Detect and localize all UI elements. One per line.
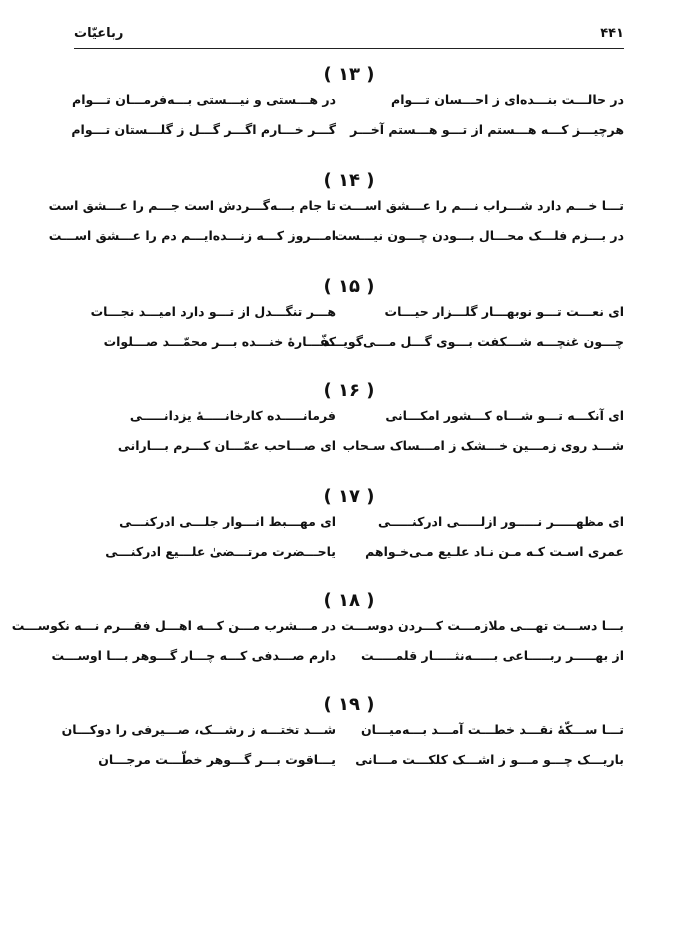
first-hemistich: باریـــک چـــو مـــو ز اشـــک کلکـــت مـــانی xyxy=(355,752,624,767)
verse-line xyxy=(48,192,624,222)
quatrain-18 xyxy=(11,590,624,672)
second-hemistich: دارم صـــدفی کـــه چـــار گـــوهر بـــا اوســـت xyxy=(51,648,336,663)
quatrain-number: ( ۱۹ ) xyxy=(323,694,375,715)
second-hemistich: در هـــستی و نیـــستی بـــه‌فرمـــان تـــوام xyxy=(72,92,336,107)
quatrain-15 xyxy=(74,276,624,358)
quatrain-16 xyxy=(74,380,624,462)
second-hemistich: کفّـــارهٔ خنـــده بـــر محمّـــد صـــلوات xyxy=(103,334,336,349)
quatrain-number: ( ۱۴ ) xyxy=(323,170,375,191)
second-hemistich: شـــد تختـــه ز رشـــک، صـــیرفی را دوکـــان xyxy=(61,722,336,737)
running-title: رباعیّات xyxy=(74,26,124,41)
second-hemistich: یـــاقوت بـــر گـــوهر خطّـــت مرجـــان xyxy=(98,752,336,767)
quatrain-number: ( ۱۷ ) xyxy=(323,486,375,507)
first-hemistich: در حالـــت بنـــده‌ای ز احـــسان تـــوام xyxy=(391,92,624,107)
second-hemistich: ای صـــاحب عمّـــان کـــرم بـــارانی xyxy=(117,438,336,453)
verse-line xyxy=(74,746,624,776)
page-number: ۴۴۱ xyxy=(600,26,624,41)
first-hemistich: تـــا خـــم دارد شـــراب نـــم را عـــشق اســـت xyxy=(338,198,624,213)
second-hemistich: تا جام بـــه‌گـــردش است جـــم را عـــشق است xyxy=(48,198,336,213)
verse-line xyxy=(74,328,624,358)
quatrain-number: ( ۱۳ ) xyxy=(323,64,375,85)
first-hemistich: هرچیـــز کـــه هـــستم از تـــو هـــستم آخـــر xyxy=(350,122,624,137)
quatrain-14 xyxy=(48,170,624,252)
first-hemistich: بـــا دســـت تهـــی ملازمـــت کـــردن دوســـت xyxy=(341,618,624,633)
second-hemistich: در مـــشرب مـــن کـــه اهـــل فقـــرم نـــه نکوســـت xyxy=(11,618,336,633)
verse-line xyxy=(74,86,624,116)
first-hemistich: عمری اسـت کـه مـن نـاد علـیع مـی‌خـواهم xyxy=(365,544,624,559)
verse-line xyxy=(61,716,624,746)
quatrain-number: ( ۱۶ ) xyxy=(323,380,375,401)
verse-line xyxy=(74,298,624,328)
verse-line xyxy=(74,538,624,568)
first-hemistich: تـــا ســـکّهٔ نقـــد خطـــت آمـــد بـــه‌میـــان xyxy=(360,722,624,737)
page-header xyxy=(74,24,624,49)
first-hemistich: چـــون غنچـــه شـــکفت بـــوی گـــل مـــی‌گویـــد xyxy=(323,334,624,349)
second-hemistich: امـــروز کـــه زنـــده‌ایـــم دم را عـــشق اســـت xyxy=(48,228,336,243)
first-hemistich: ای نعـــت تـــو نوبهـــار گلـــزار حیـــات xyxy=(384,304,624,319)
second-hemistich: گـــر خـــارم اگـــر گـــل ز گلـــستان تـــوام xyxy=(71,122,336,137)
verse-line xyxy=(74,432,624,462)
first-hemistich: ای آنکـــه تـــو شـــاه کـــشور امکـــانی xyxy=(385,408,624,423)
quatrain-number: ( ۱۸ ) xyxy=(323,590,375,611)
verse-line xyxy=(11,612,624,642)
first-hemistich: از بهـــــر ربـــــاعی بـــــه‌نثـــــار قلمـــــت xyxy=(360,648,624,663)
first-hemistich: ای مظهـــــر نـــــور ازلـــــی ادرکنـــــی xyxy=(377,514,624,529)
second-hemistich: هـــر تنگـــدل از تـــو دارد امیـــد نجـــات xyxy=(90,304,336,319)
verse-line xyxy=(51,642,624,672)
first-hemistich: در بـــزم فلـــک محـــال بـــودن چـــون نیـــست xyxy=(334,228,624,243)
verse-line xyxy=(74,402,624,432)
second-hemistich: ای مهـــبط انـــوار جلـــی ادرکنـــی xyxy=(119,514,336,529)
quatrain-13 xyxy=(71,64,624,146)
quatrain-number: ( ۱۵ ) xyxy=(323,276,375,297)
quatrain-19 xyxy=(61,694,624,776)
verse-line xyxy=(71,116,624,146)
second-hemistich: یاحـــضرت مرتـــضیٰ علـــیع ادرکنـــی xyxy=(105,544,336,559)
first-hemistich: شـــد روی زمـــین خـــشک ز امـــساک سـحاب xyxy=(342,438,624,453)
verse-line xyxy=(48,222,624,252)
second-hemistich: فرمانـــــده کارخانـــــهٔ یزدانـــــی xyxy=(129,408,336,423)
verse-line xyxy=(74,508,624,538)
quatrain-17 xyxy=(74,486,624,568)
